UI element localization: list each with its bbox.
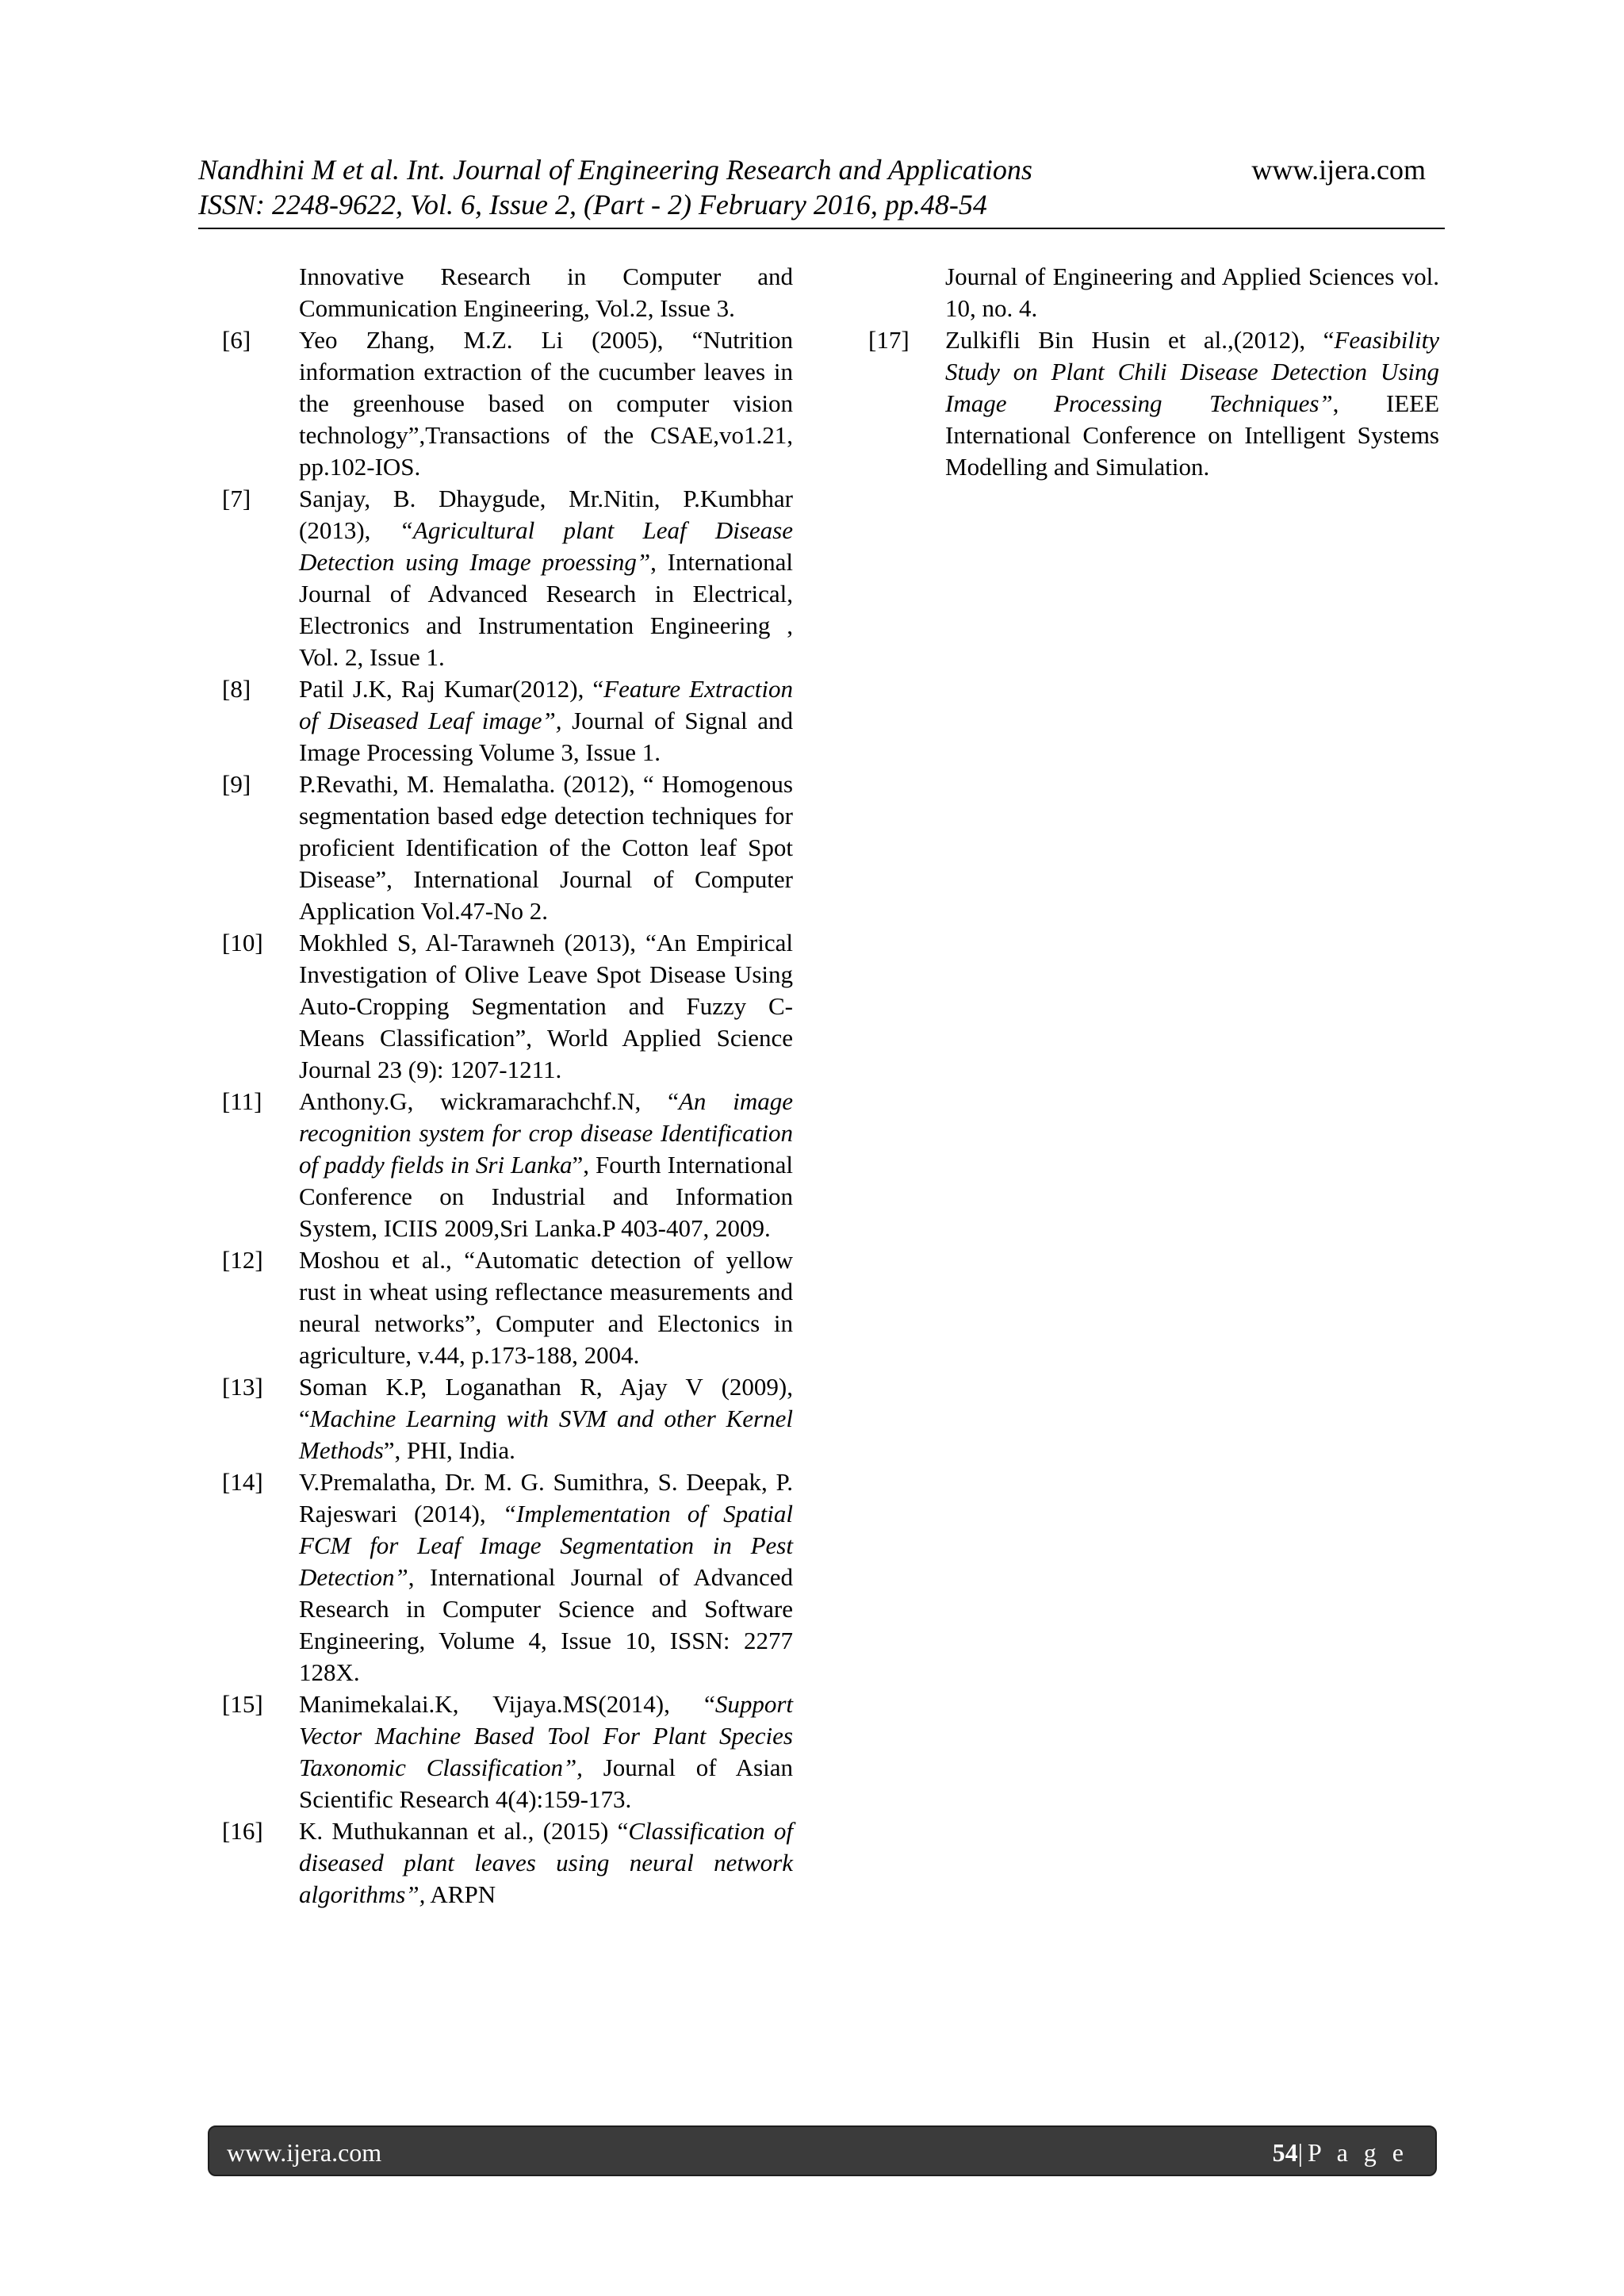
reference-9: [222, 769, 793, 927]
reference-13: [222, 1371, 793, 1466]
reference-authors: Manimekalai.K, Vijaya.MS(2014), “: [299, 1690, 715, 1718]
reference-text: Moshou et al., “Automatic detection of yellow rust in wheat using reflectance measurements and neural networks”, Computer and Electonics in agriculture, v.44, p.173-188, 2004.: [299, 1246, 793, 1369]
reference-authors: Patil J.K, Raj Kumar(2012), “: [299, 675, 604, 703]
reference-text: [299, 1466, 793, 1688]
references-left-column: [222, 261, 793, 1911]
reference-14: [222, 1466, 793, 1688]
reference-title: Support Vector Machine Based Tool For Plant Species Taxonomic Classification”,: [299, 1690, 793, 1781]
reference-text: Mokhled S, Al-Tarawneh (2013), “An Empirical Investigation of Olive Leave Spot Disease Using Auto-Cropping Segmentation and Fuzzy C-Means Classification”, World Applied Science Journal 23 (9): 1207-1211.: [299, 929, 793, 1083]
issn-line: ISSN: 2248-9622, Vol. 6, Issue 2, (Part - 2) February 2016, pp.48-54: [198, 189, 987, 220]
reference-text: Yeo Zhang, M.Z. Li (2005), “Nutrition information extraction of the cucumber leaves in the greenhouse based on computer vision technology”,Transactions of the CSAE,vo1.21, pp.102-IOS.: [299, 326, 793, 481]
reference-text: [299, 673, 793, 769]
reference-number: [10]: [222, 929, 263, 956]
reference-text: Journal of Engineering and Applied Sciences vol. 10, no. 4.: [945, 263, 1439, 322]
reference-text: Innovative Research in Computer and Communication Engineering, Vol.2, Issue 3.: [299, 263, 793, 322]
reference-title: Classification of diseased plant leaves using neural network algorithms”,: [299, 1817, 794, 1908]
reference-number: [11]: [222, 1087, 262, 1115]
reference-text: [299, 1815, 793, 1911]
reference-15: [222, 1688, 793, 1815]
reference-source: ”, PHI, India.: [383, 1436, 515, 1464]
reference-source: ARPN: [425, 1880, 496, 1908]
page-footer: [208, 2125, 1437, 2176]
page-number: [1273, 2137, 1408, 2168]
reference-title: “Implementation of Spatial FCM for Leaf Image Segmentation in Pest Detection”: [299, 1500, 793, 1591]
header-website-link[interactable]: www.ijera.com: [1251, 154, 1426, 186]
reference-number: [15]: [222, 1690, 263, 1718]
page-label: |P a g e: [1297, 2138, 1408, 2167]
reference-16: [222, 1815, 793, 1911]
reference-title: “Agricultural plant Leaf Disease Detection using Image proessing”: [299, 516, 793, 576]
reference-authors: K. Muthukannan et al., (2015) “: [299, 1817, 629, 1845]
reference-continuation: [222, 261, 793, 324]
reference-authors: Zulkifli Bin Husin et al.,(2012), “: [945, 326, 1335, 354]
references-right-column: [868, 261, 1439, 483]
reference-text: [299, 483, 793, 673]
reference-number: [14]: [222, 1468, 263, 1496]
reference-number: [12]: [222, 1246, 263, 1274]
reference-authors: Soman K.P, Loganathan R, Ajay V (2009), “: [299, 1373, 793, 1432]
reference-12: [222, 1244, 793, 1371]
reference-number: [868, 261, 945, 324]
reference-number: [222, 261, 299, 324]
reference-8: [222, 673, 793, 769]
header-divider: [198, 228, 1445, 229]
page-number-value: 54: [1272, 2138, 1298, 2167]
reference-source: , International Journal of Advanced Research in Electrical, Electronics and Instrumentation Engineering , Vol. 2, Issue 1.: [299, 548, 793, 671]
reference-6: [222, 324, 793, 483]
reference-authors: V.Premalatha, Dr. M. G. Sumithra, S. Deepak, P. Rajeswari (2014),: [299, 1468, 793, 1527]
reference-17: [868, 324, 1439, 483]
reference-text: P.Revathi, M. Hemalatha. (2012), “ Homogenous segmentation based edge detection techniques for proficient Identification of the Cotton leaf Spot Disease”, International Journal of Computer Application Vol.47-No 2.: [299, 770, 793, 925]
reference-source: , International Journal of Advanced Research in Computer Science and Software Engineering, Volume 4, Issue 10, ISSN: 2277 128X.: [299, 1563, 793, 1686]
reference-text: [299, 1688, 793, 1815]
journal-citation-line: Nandhini M et al. Int. Journal of Engineering Research and Applications: [198, 154, 1032, 186]
reference-11: [222, 1086, 793, 1244]
reference-source: ”, Fourth International Conference on Industrial and Information System, ICIIS 2009,Sri Lanka.P 403-407, 2009.: [299, 1151, 793, 1242]
reference-number: [16]: [222, 1817, 263, 1845]
reference-title: Feasibility Study on Plant Chili Disease Detection Using Image Processing Techniques”: [945, 326, 1439, 417]
reference-authors: Sanjay, B. Dhaygude, Mr.Nitin, P.Kumbhar (2013),: [299, 485, 793, 544]
reference-number: [17]: [868, 326, 910, 354]
page-header: [198, 152, 1445, 222]
reference-number: [8]: [222, 675, 251, 703]
reference-text: [299, 1371, 793, 1466]
reference-number: [7]: [222, 485, 251, 512]
footer-website-link[interactable]: www.ijera.com: [227, 2138, 382, 2167]
reference-authors: Anthony.G, wickramarachchf.N, “: [299, 1087, 679, 1115]
reference-source: Journal of Asian Scientific Research 4(4):159-173.: [299, 1754, 793, 1813]
reference-title: Machine Learning with SVM and other Kernel Methods: [299, 1405, 793, 1464]
reference-number: [6]: [222, 326, 251, 354]
reference-title: An image recognition system for crop disease Identification of paddy fields in Sri Lanka: [299, 1087, 793, 1179]
reference-text: [299, 1086, 793, 1244]
reference-10: [222, 927, 793, 1086]
reference-number: [9]: [222, 770, 251, 798]
reference-title: Feature Extraction of Diseased Leaf image”,: [299, 675, 793, 734]
reference-source: Journal of Signal and Image Processing Volume 3, Issue 1.: [299, 707, 793, 766]
reference-source: , IEEE International Conference on Intelligent Systems Modelling and Simulation.: [945, 389, 1440, 481]
reference-number: [13]: [222, 1373, 263, 1401]
reference-text: [945, 324, 1439, 483]
reference-7: [222, 483, 793, 673]
reference-continuation: [868, 261, 1439, 324]
